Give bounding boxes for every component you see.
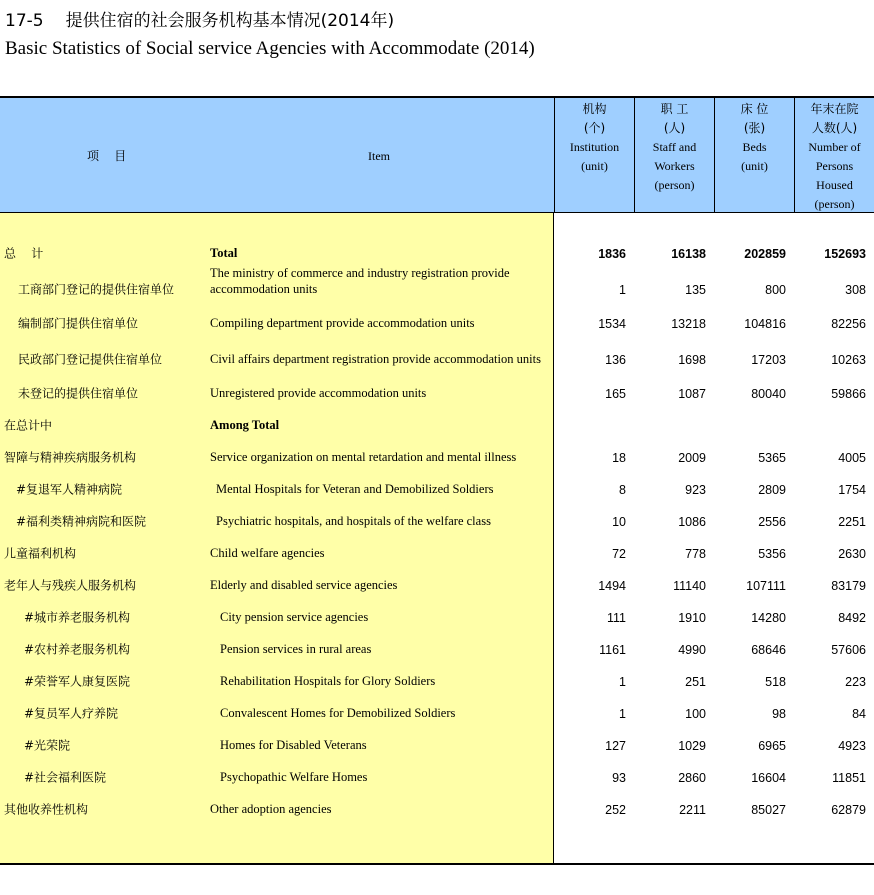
item-header-en: Item xyxy=(368,148,390,163)
row-label-en: Rehabilitation Hospitals for Glory Soldiers xyxy=(220,674,436,688)
column-header-line: Number of xyxy=(808,140,861,154)
row-value: 72 xyxy=(612,547,626,561)
column-header-line: Institution xyxy=(569,140,620,154)
row-label-cn: 总 计 xyxy=(4,246,44,260)
row-values xyxy=(554,515,874,529)
row-value: 13218 xyxy=(671,317,706,331)
column-header-line: Housed xyxy=(816,178,853,192)
row-value: 16604 xyxy=(751,771,786,785)
row-label-cn: 民政部门登记提供住宿单位 xyxy=(18,352,163,366)
row-values xyxy=(554,579,874,593)
row-value: 100 xyxy=(685,707,706,721)
row-label-cn: 未登记的提供住宿单位 xyxy=(18,386,139,400)
row-label-en: Unregistered provide accommodation units xyxy=(210,386,427,400)
column-header-line: 年末在院 xyxy=(810,102,859,116)
row-value: 800 xyxy=(765,283,786,297)
row-label-cn: #城市养老服务机构 xyxy=(24,610,131,624)
row-values xyxy=(554,739,874,753)
column-header-staff xyxy=(634,98,714,212)
row-label-cn: #荣誉军人康复医院 xyxy=(24,674,131,688)
row-value: 127 xyxy=(605,739,626,753)
row-value: 2556 xyxy=(758,515,786,529)
row-value: 152693 xyxy=(824,247,866,261)
row-label-en: City pension service agencies xyxy=(220,610,369,624)
row-value: 518 xyxy=(765,675,786,689)
column-header-line: (unit) xyxy=(741,159,768,173)
row-value: 2211 xyxy=(679,803,706,817)
row-value: 4990 xyxy=(678,643,706,657)
row-value: 165 xyxy=(605,387,626,401)
row-label-en: Among Total xyxy=(210,418,280,432)
row-value: 82256 xyxy=(831,317,866,331)
row-value: 107111 xyxy=(746,579,786,593)
row-label-en: The ministry of commerce and industry registration provide accommodation units xyxy=(210,266,510,296)
column-header-line: 床 位 xyxy=(740,102,769,116)
row-label-en: Compiling department provide accommodation units xyxy=(210,316,475,330)
row-value: 6965 xyxy=(758,739,786,753)
row-value: 2009 xyxy=(678,451,706,465)
row-value: 135 xyxy=(685,283,706,297)
row-value: 1754 xyxy=(838,483,866,497)
row-value: 93 xyxy=(612,771,626,785)
column-header-line: (person) xyxy=(654,178,695,192)
table-body xyxy=(0,213,874,863)
table-header xyxy=(0,98,874,213)
column-header-line: Persons xyxy=(815,159,854,173)
column-header-line: 职 工 xyxy=(660,102,689,116)
row-value: 2630 xyxy=(838,547,866,561)
row-value: 16138 xyxy=(671,247,706,261)
row-value: 252 xyxy=(605,803,626,817)
row-values xyxy=(554,771,874,785)
item-header xyxy=(0,98,554,212)
row-value: 8 xyxy=(619,483,626,497)
row-value: 83179 xyxy=(831,579,866,593)
row-value: 1161 xyxy=(599,643,626,657)
column-header-line: Staff and xyxy=(652,140,697,154)
row-value: 1 xyxy=(619,283,626,297)
row-label-en: Psychopathic Welfare Homes xyxy=(220,770,368,784)
row-value: 1494 xyxy=(598,579,626,593)
column-header-line: Beds xyxy=(742,140,767,154)
row-label-cn: 儿童福利机构 xyxy=(4,546,77,560)
row-label-cn: #光荣院 xyxy=(24,738,71,752)
row-value: 84 xyxy=(852,707,866,721)
row-label-cn: 工商部门登记的提供住宿单位 xyxy=(18,282,175,296)
row-label-en: Mental Hospitals for Veteran and Demobilized Soldiers xyxy=(216,482,494,496)
row-label-cn: #复员军人疗养院 xyxy=(24,706,119,720)
row-label-en: Psychiatric hospitals, and hospitals of the welfare class xyxy=(216,514,491,528)
row-value: 1 xyxy=(619,675,626,689)
column-header-line: (张) xyxy=(743,121,766,135)
row-value: 1029 xyxy=(678,739,706,753)
row-value: 18 xyxy=(612,451,626,465)
row-label-cn: #复退军人精神病院 xyxy=(16,482,123,496)
row-label-en: Other adoption agencies xyxy=(210,802,332,816)
row-value: 57606 xyxy=(831,643,866,657)
row-values xyxy=(554,247,874,261)
row-values xyxy=(554,643,874,657)
column-header-line: 人数(人) xyxy=(811,121,858,135)
row-label-en: Pension services in rural areas xyxy=(220,642,372,656)
row-value: 4923 xyxy=(838,739,866,753)
row-label-cn: #福利类精神病院和医院 xyxy=(16,514,147,528)
statistics-table xyxy=(0,96,874,865)
column-header-persons xyxy=(794,98,874,212)
row-label-en: Civil affairs department registration provide accommodation units xyxy=(210,352,541,366)
row-value: 2251 xyxy=(838,515,866,529)
row-label-cn: 其他收养性机构 xyxy=(4,802,89,816)
row-value: 11140 xyxy=(673,579,706,593)
row-values xyxy=(554,451,874,465)
row-values xyxy=(554,483,874,497)
item-header-cn: 项 目 xyxy=(87,148,127,163)
row-value: 5365 xyxy=(758,451,786,465)
row-value: 308 xyxy=(845,283,866,297)
row-label-cn: 编制部门提供住宿单位 xyxy=(18,316,139,330)
row-value: 14280 xyxy=(751,611,786,625)
row-values xyxy=(554,547,874,561)
row-values xyxy=(554,387,874,401)
row-value: 104816 xyxy=(744,317,786,331)
column-header-line: (unit) xyxy=(581,159,608,173)
row-value: 778 xyxy=(685,547,706,561)
row-value: 5356 xyxy=(758,547,786,561)
column-header-institution xyxy=(554,98,634,212)
row-value: 1698 xyxy=(678,353,706,367)
column-header-line: (person) xyxy=(814,197,855,211)
row-values xyxy=(554,283,874,297)
table-title-cn xyxy=(5,6,394,31)
row-label-cn: #农村养老服务机构 xyxy=(24,642,131,656)
row-value: 59866 xyxy=(831,387,866,401)
row-values xyxy=(554,611,874,625)
row-label-cn: #社会福利医院 xyxy=(24,770,107,784)
table-title-cn-text: 提供住宿的社会服务机构基本情况(2014年) xyxy=(65,11,395,31)
row-label-en: Elderly and disabled service agencies xyxy=(210,578,398,592)
row-value: 17203 xyxy=(751,353,786,367)
row-value: 10 xyxy=(612,515,626,529)
row-values xyxy=(554,803,874,817)
row-label-cn: 在总计中 xyxy=(4,418,53,432)
row-value: 136 xyxy=(605,353,626,367)
row-value: 202859 xyxy=(744,247,786,261)
row-value: 1910 xyxy=(678,611,706,625)
row-value: 1086 xyxy=(678,515,706,529)
table-rows xyxy=(0,213,874,863)
row-label-en: Child welfare agencies xyxy=(210,546,325,560)
row-value: 1087 xyxy=(678,387,706,401)
row-value: 2809 xyxy=(758,483,786,497)
row-label-en: Convalescent Homes for Demobilized Soldiers xyxy=(220,706,456,720)
row-values xyxy=(554,317,874,331)
row-value: 11851 xyxy=(832,771,866,785)
row-label-en: Total xyxy=(210,246,238,260)
row-values xyxy=(554,707,874,721)
row-value: 4005 xyxy=(838,451,866,465)
row-values xyxy=(554,353,874,367)
row-label-cn: 老年人与残疾人服务机构 xyxy=(4,578,137,592)
row-value: 80040 xyxy=(751,387,786,401)
column-header-line: (个) xyxy=(583,121,606,135)
row-value: 68646 xyxy=(751,643,786,657)
row-value: 98 xyxy=(772,707,786,721)
row-value: 2860 xyxy=(678,771,706,785)
row-label-en: Homes for Disabled Veterans xyxy=(220,738,367,752)
row-value: 1836 xyxy=(598,247,626,261)
row-value: 1534 xyxy=(598,317,626,331)
column-header-line: (人) xyxy=(663,121,686,135)
row-value: 923 xyxy=(685,483,706,497)
table-number: 17-5 xyxy=(5,11,44,31)
row-value: 223 xyxy=(845,675,866,689)
column-header-line: Workers xyxy=(654,159,695,173)
row-values xyxy=(554,675,874,689)
row-label-cn: 智障与精神疾病服务机构 xyxy=(4,450,137,464)
column-header-line: 机构 xyxy=(582,102,607,116)
row-value: 111 xyxy=(606,611,626,625)
row-label-en: Service organization on mental retardation and mental illness xyxy=(210,450,517,464)
row-value: 251 xyxy=(685,675,706,689)
row-value: 62879 xyxy=(831,803,866,817)
row-value: 10263 xyxy=(831,353,866,367)
row-value: 85027 xyxy=(751,803,786,817)
column-header-beds xyxy=(714,98,794,212)
row-value: 8492 xyxy=(838,611,866,625)
row-value: 1 xyxy=(619,707,626,721)
table-title-en: Basic Statistics of Social service Agencies with Accommodate (2014) xyxy=(5,38,535,59)
